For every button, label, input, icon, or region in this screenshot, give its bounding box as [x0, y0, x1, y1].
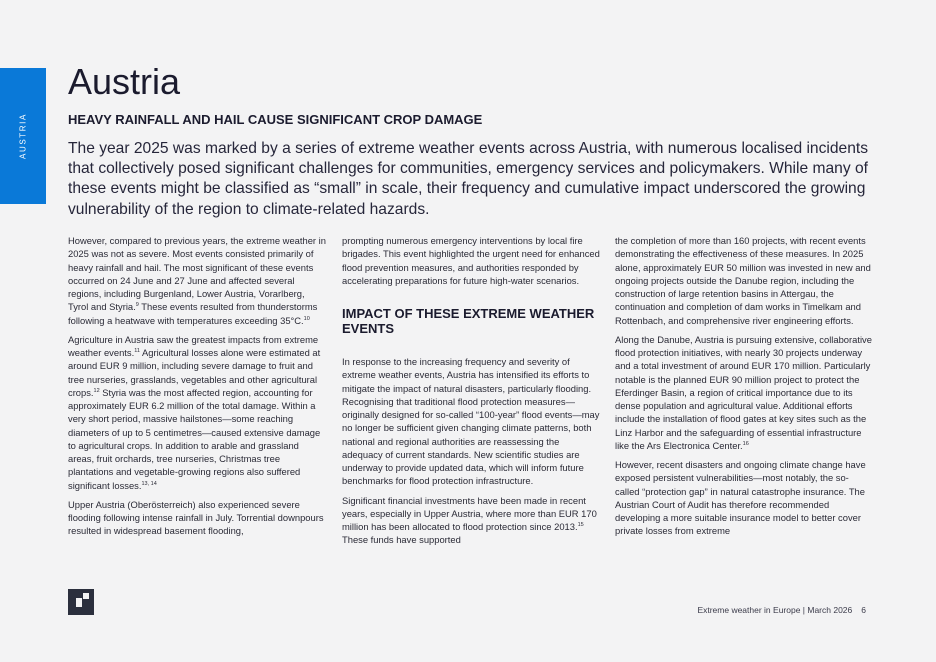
footnote-ref[interactable]: 15 — [577, 521, 584, 528]
footnote-ref[interactable]: 9 — [135, 302, 139, 309]
lead-paragraph: The year 2025 was marked by a series of extreme weather events across Austria, with numerous localised incidents that collectively posed significant challenges for communities, emergency services and policymakers. While many of these events might be classified as “small” in scale, their frequency and cumulative impact underscored the growing vulnerability of the region to climate-related hazards. — [68, 140, 868, 218]
text-column-2 — [342, 234, 600, 569]
text-column-3 — [615, 234, 873, 569]
footnote-ref[interactable]: 16 — [742, 440, 749, 447]
section-tab — [0, 68, 46, 204]
page-number: 6 — [861, 605, 866, 615]
paragraph: the completion of more than 160 projects, with recent events demonstrating the effectiveness of these measures. In 2025 alone, approximately EUR 50 million was invested in new and ongoing projects outside the Danube region, including the construction of large retention basins in Attergau, the continuation and completion of dam works in Timelkam and Rottenbach, and comprehensive river engineering efforts. — [615, 235, 871, 326]
paragraph: In response to the increasing frequency and severity of extreme weather events, Austria has intensified its efforts to mitigate the impact of natural disasters, particularly flooding. Recognising that traditional flood protection measures—originally designed for so-called “100-year” flood events—may no longer be sufficient given changing climate patterns, both national and regional authorities are reassessing the adequacy of current standards. New scientific studies are underway to provide updated data, which will inform future benchmarks for flood protection infrastructure. — [342, 356, 600, 487]
paragraph: Significant financial investments have been made in recent years, especially in Upper Austria, where more than EUR 170 million has been allocated to flood protection since 2013.15 These funds have supported — [342, 494, 597, 546]
brand-logo-icon — [68, 589, 94, 615]
footnote-ref[interactable]: 10 — [303, 315, 310, 322]
page-footer — [697, 605, 866, 615]
page-title: Austria — [68, 61, 181, 102]
paragraph: prompting numerous emergency interventions by local fire brigades. This event highlighted the urgent need for enhanced flood prevention measures, and authorities responded by accelerating preparations for future high-water scenarios. — [342, 235, 600, 286]
paragraph: Along the Danube, Austria is pursuing extensive, collaborative flood protection initiatives, with nearly 30 projects underway and a total investment of around EUR 170 million. Particularly notable is the planned EUR 90 million project to protect the Eferdinger Basin, a region of critical importance due to its dense population and agricultural value. Additional efforts include the installation of flood gates at key sites such as the Linz Harbor and the safeguarding of essential infrastructure like the Ars Electronica Center.$^{16}$ — [615, 333, 872, 451]
footnote-ref[interactable]: 11 — [134, 347, 140, 354]
page-subtitle: HEAVY RAINFALL AND HAIL CAUSE SIGNIFICANT CROP DAMAGE — [68, 112, 483, 127]
paragraph: Upper Austria (Oberösterreich) also experienced severe flooding following intense rainfall in July. Torrential downpours resulted in widespread basement flooding, — [68, 498, 324, 537]
footer-label: Extreme weather in Europe | March 2026 — [697, 605, 853, 615]
footnote-ref[interactable]: 12 — [93, 387, 100, 394]
paragraph: However, compared to previous years, the extreme weather in 2025 was not as severe. Most events consisted primarily of heavy rainfall and hail. The most significant of these events occurred on 24 June and 27 June and affected several regions, including Burgenland, Lower Austria, Vorarlberg, Tyrol and Styria.$^9$ These events resulted from thunderstorms following a heatwave with temperatures exceeding 35°C.$^{10}$ — [68, 235, 326, 326]
paragraph: However, recent disasters and ongoing climate change have exposed persistent vulnerabilities—most notably, the so-called “protection gap” in natural catastrophe insurance. The Austrian Court of Audit has therefore recommended developing a more suitable insurance model to better cover private losses from extreme — [615, 459, 866, 537]
section-heading: IMPACT OF THESE EXTREME WEATHER EVENTS — [342, 306, 595, 336]
footnote-ref[interactable]: 13, 14 — [141, 480, 157, 487]
text-column-1 — [68, 234, 326, 569]
section-tab-label: AUSTRIA — [18, 113, 28, 159]
paragraph: Agriculture in Austria saw the greatest impacts from extreme weather events.$^{11}$ Agricultural losses alone were estimated at around EUR 9 million, including severe damage to fruit and tree nurseries, grasslands, vegetables and other agricultural crops.$^{12}$ Styria was the most affected region, accounting for approximately EUR 6.2 million of the total damage. Within a very short period, massive hailstones—some reaching diameters of up to 5 centimetres—caused extensive damage to agricultural crops. In addition to arable and grassland areas, fruit orchards, tree nurseries, Christmas tree plantations and vegetable-growing regions also suffered significant losses.$^{13, 14}$ — [68, 333, 321, 491]
